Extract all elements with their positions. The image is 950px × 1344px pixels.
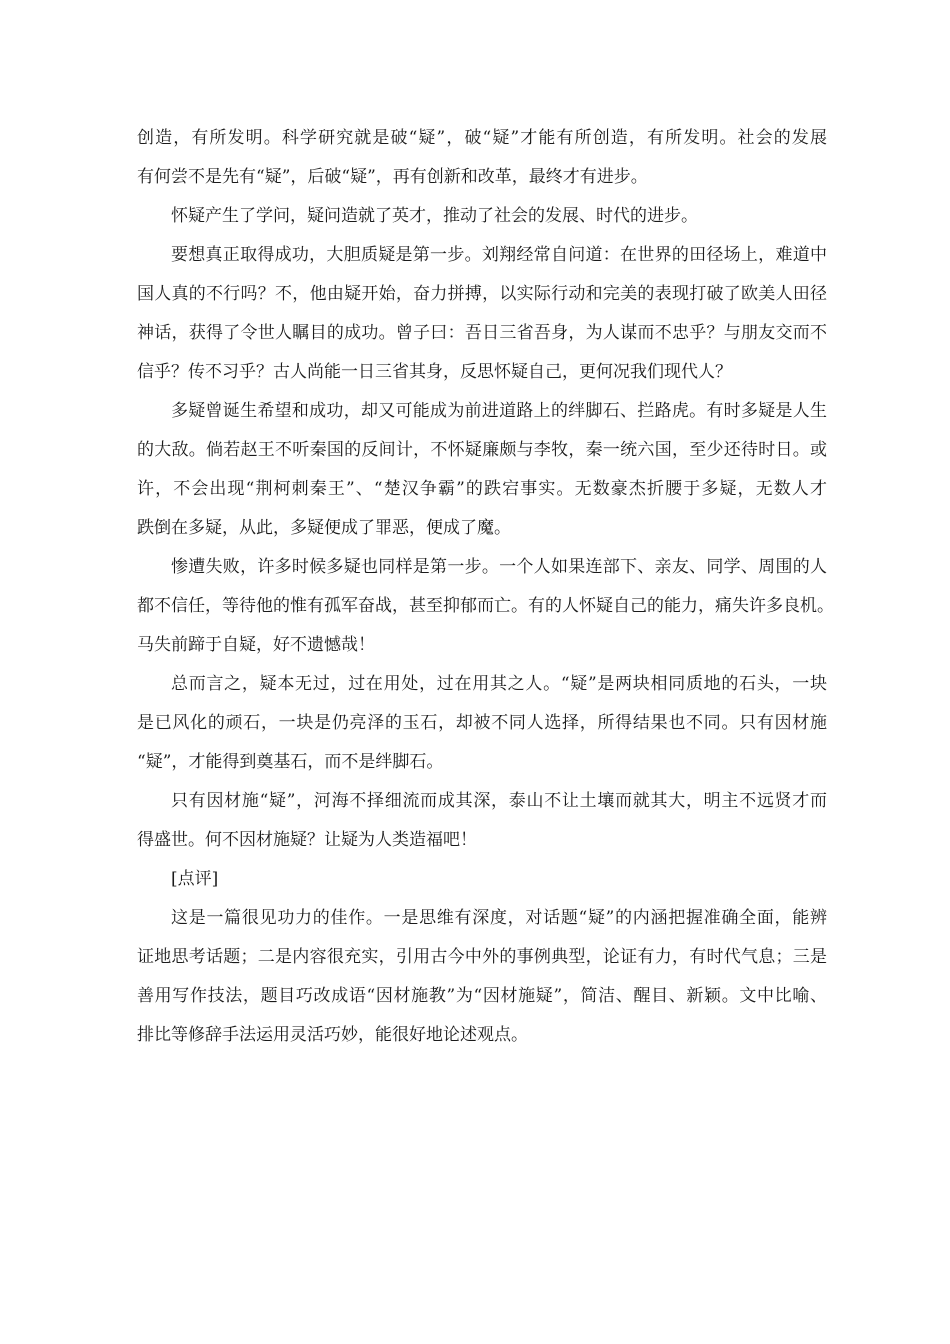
text-line: 的大敌。倘若赵王不听秦国的反间计，不怀疑廉颇与李牧，秦一统六国，至少还待时日。或 [137,440,827,460]
text-line: 得盛世。何不因材施疑？让疑为人类造福吧！ [137,830,477,850]
paragraph-start-line: 总而言之，疑本无过，过在用处，过在用其之人。“疑”是两块相同质地的石头，一块 [171,674,827,694]
paragraph-start-line: 惨遭失败，许多时候多疑也同样是第一步。一个人如果连部下、亲友、同学、周围的人 [171,557,827,577]
paragraph-start-line: 怀疑产生了学问，疑问造就了英才，推动了社会的发展、时代的进步。 [171,206,698,226]
text-line: 许，不会出现“荆柯刺秦王”、“楚汉争霸”的跌宕事实。无数豪杰折腰于多疑，无数人才 [137,479,827,499]
text-line: “疑”，才能得到奠基石，而不是绊脚石。 [137,752,444,772]
text-line: 证地思考话题；二是内容很充实，引用古今中外的事例典型，论证有力，有时代气息；三是 [137,947,827,967]
text-line: 国人真的不行吗？不，他由疑开始，奋力拼搏，以实际行动和完美的表现打破了欧美人田径 [137,284,827,304]
text-line: 马失前蹄于自疑，好不遗憾哉！ [137,635,375,655]
text-line: 信乎？传不习乎？古人尚能一日三省其身，反思怀疑自己，更何况我们现代人？ [137,362,732,382]
review-heading: [点评] [171,869,219,889]
text-line: 神话，获得了令世人瞩目的成功。曾子曰：吾日三省吾身，为人谋而不忠乎？与朋友交而不 [137,323,827,343]
paragraph-start-line: 多疑曾诞生希望和成功，却又可能成为前进道路上的绊脚石、拦路虎。有时多疑是人生 [171,401,827,421]
text-line: 有何尝不是先有“疑”，后破“疑”，再有创新和改革，最终才有进步。 [137,167,648,187]
text-line: 善用写作技法，题目巧改成语“因材施教”为“因材施疑”，简洁、醒目、新颖。文中比喻、 [137,986,827,1006]
text-line: 跌倒在多疑，从此，多疑便成了罪恶，便成了魔。 [137,518,511,538]
text-line: 创造，有所发明。科学研究就是破“疑”，破“疑”才能有所创造，有所发明。社会的发展 [137,128,827,148]
text-line: 都不信任，等待他的惟有孤军奋战，甚至抑郁而亡。有的人怀疑自己的能力，痛失许多良机。 [137,596,834,616]
paragraph-start-line: 要想真正取得成功，大胆质疑是第一步。刘翔经常自问道：在世界的田径场上，难道中 [171,245,827,265]
paragraph-start-line: 这是一篇很见功力的佳作。一是思维有深度，对话题“疑”的内涵把握准确全面，能辨 [171,908,827,928]
text-line: 排比等修辞手法运用灵活巧妙，能很好地论述观点。 [137,1025,528,1045]
text-line: 是已风化的顽石，一块是仍亮泽的玉石，却被不同人选择，所得结果也不同。只有因材施 [137,713,827,733]
paragraph-start-line: 只有因材施“疑”，河海不择细流而成其深，泰山不让土壤而就其大，明主不远贤才而 [171,791,827,811]
